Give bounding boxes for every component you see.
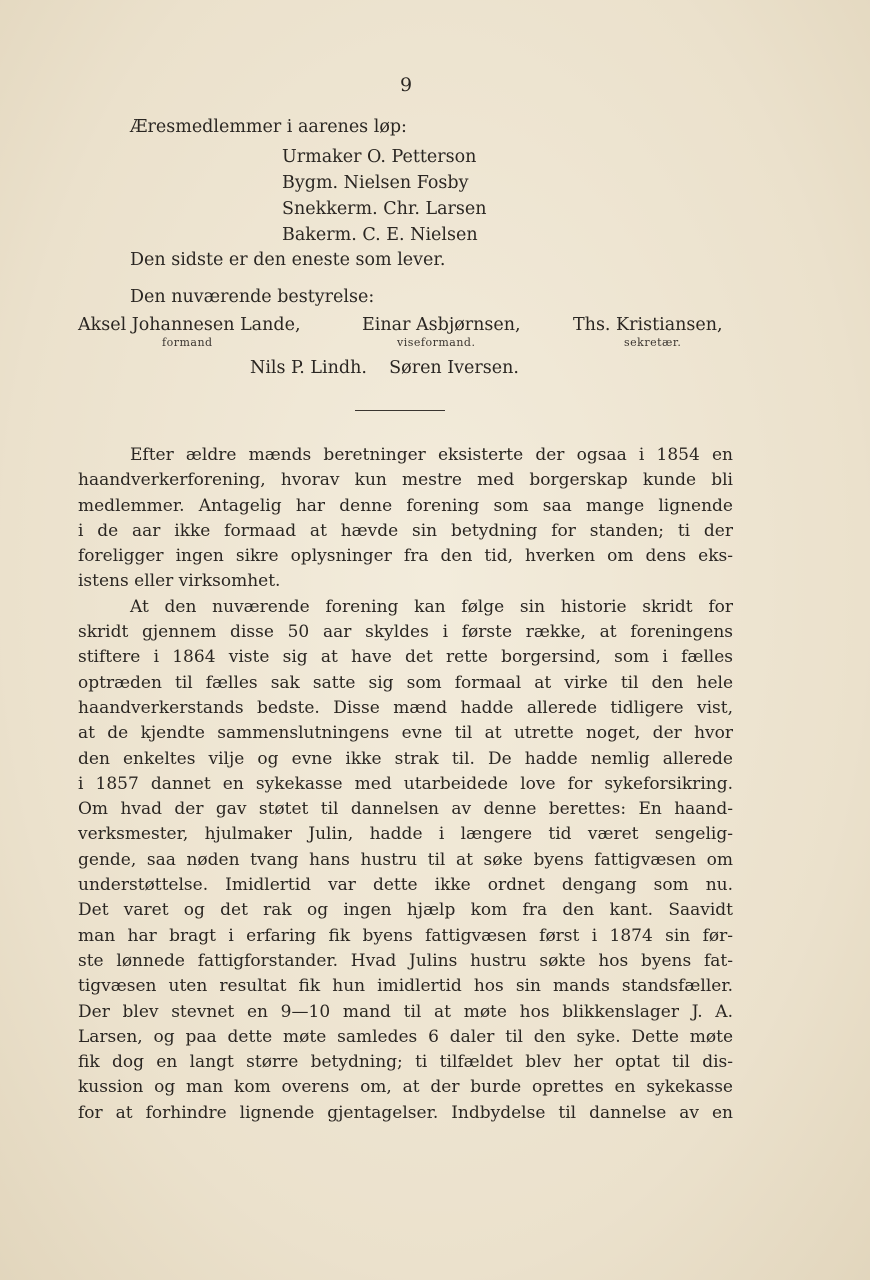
paragraph-line: skridt gjennem disse 50 aar skyldes i første række, at foreningens [78, 622, 733, 643]
paragraph-line: Efter ældre mænds beretninger eksisterte der ogsaa i 1854 en [130, 445, 733, 465]
honorary-member: Urmaker O. Petterson [282, 147, 477, 167]
honorary-member: Bakerm. C. E. Nielsen [282, 225, 478, 245]
board-officer-role: formand [162, 336, 213, 349]
paragraph-line: haandverkerstands bedste. Disse mænd hadde allerede tidligere vist, [78, 697, 733, 718]
honorary-heading: Æresmedlemmer i aarenes løp: [130, 117, 407, 137]
paragraph-line: understøttelse. Imidlertid var dette ikke ordnet dengang som nu. [78, 875, 733, 896]
paragraph-line: Larsen, og paa dette møte samledes 6 daler til den syke. Dette møte [78, 1026, 733, 1047]
paragraph-container [78, 443, 733, 1126]
paragraph-line: istens eller virksomhet. [78, 571, 281, 592]
honorary-note: Den sidste er den eneste som lever. [130, 250, 446, 270]
board-other-members: Nils P. Lindh. Søren Iversen. [250, 358, 519, 378]
section-divider [355, 410, 445, 411]
board-officer-role: viseformand. [397, 336, 476, 349]
board-officer-role: sekretær. [624, 336, 682, 349]
paragraph-line: Der blev stevnet en 9—10 mand til at møte hos blikkenslager J. A. [78, 1001, 733, 1022]
paragraph-line: haandverkerforening, hvorav kun mestre med borgerskap kunde bli [78, 470, 733, 491]
paragraph-line: foreligger ingen sikre oplysninger fra den tid, hverken om dens eks- [78, 546, 733, 567]
paragraph-line: fik dog en langt større betydning; ti tilfældet blev her optat til dis- [78, 1052, 733, 1073]
paragraph-line: den enkeltes vilje og evne ikke strak til. De hadde nemlig allerede [78, 748, 733, 769]
board-officer-name: Ths. Kristiansen, [573, 315, 723, 335]
paragraph-line: man har bragt i erfaring fik byens fattigvæsen først i 1874 sin før- [78, 925, 733, 946]
board-officer-name: Aksel Johannesen Lande, [78, 315, 301, 335]
paragraph-line: At den nuværende forening kan følge sin historie skridt for [130, 596, 733, 617]
paragraph-line: i de aar ikke formaad at hævde sin betydning for standen; ti der [78, 520, 733, 541]
paragraph-line: optræden til fælles sak satte sig som formaal at virke til den hele [78, 672, 733, 693]
paragraph-line: Om hvad der gav støtet til dannelsen av denne berettes: En haand- [78, 799, 733, 820]
paragraph-line: verksmester, hjulmaker Julin, hadde i længere tid været sengelig- [78, 824, 733, 845]
honorary-member: Bygm. Nielsen Fosby [282, 173, 469, 193]
board-officer-name: Einar Asbjørnsen, [362, 315, 521, 335]
body-text [78, 443, 733, 1126]
paragraph-line: Det varet og det rak og ingen hjælp kom fra den kant. Saavidt [78, 900, 733, 921]
paragraph-line: i 1857 dannet en sykekasse med utarbeidede love for sykeforsikring. [78, 773, 733, 794]
paragraph-line: tigvæsen uten resultat fik hun imidlertid hos sin mands standsfæller. [78, 976, 733, 997]
honorary-member: Snekkerm. Chr. Larsen [282, 199, 487, 219]
paragraph-line: medlemmer. Antagelig har denne forening som saa mange lignende [78, 495, 733, 516]
paragraph-line: at de kjendte sammenslutningens evne til at utrette noget, der hvor [78, 723, 733, 744]
paragraph-line: ste lønnede fattigforstander. Hvad Julins hustru søkte hos byens fat- [78, 950, 733, 971]
board-heading: Den nuværende bestyrelse: [130, 287, 375, 307]
page-number: 9 [399, 74, 413, 96]
paragraph-line: for at forhindre lignende gjentagelser. Indbydelse til dannelse av en [78, 1102, 733, 1123]
paragraph-line: kussion og man kom overens om, at der burde oprettes en sykekasse [78, 1077, 733, 1098]
paragraph-line: stiftere i 1864 viste sig at have det rette borgersind, som i fælles [78, 647, 733, 668]
paragraph-line: gende, saa nøden tvang hans hustru til at søke byens fattigvæsen om [78, 849, 733, 870]
